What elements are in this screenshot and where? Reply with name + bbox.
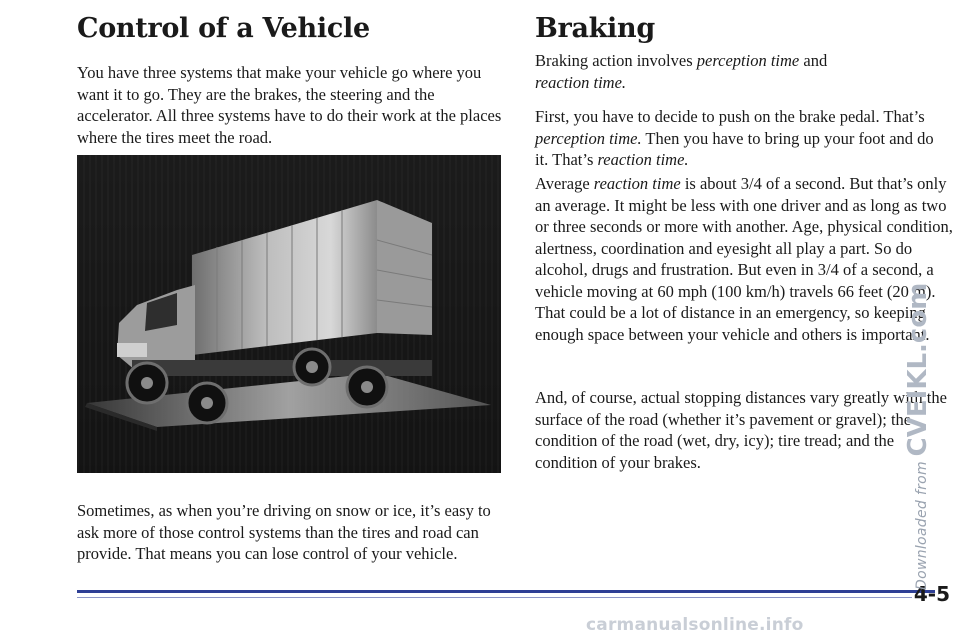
truck-illustration xyxy=(77,155,501,473)
control-intro-paragraph: You have three systems that make your vehicle go where you want it to go. They are the brakes, the steering and the accelerator. All three systems have to do their work at the places where the tires meet the road. xyxy=(77,63,502,147)
footer-rule-thick xyxy=(77,590,935,593)
footer-rule-thin xyxy=(77,597,912,598)
average-reaction-paragraph: Average reaction time is about 3/4 of a second. But that’s only an average. It might be less with one driver and as long as two or three seconds or more with another. Age, physical condition, alertness, coordination and eyesight all play a part. So do alcohol, drugs and frustration. But even in 3/4 of a second, a vehicle moving at 60 mph (100 km/h) travels 66 feet (20 m). That could be a lot of distance in an emergency, so keeping enough space between your vehicle and others is important. xyxy=(535,174,953,344)
stopping-distance-paragraph: And, of course, actual stopping distances vary greatly with the surface of the road (whether it’s pavement or gravel); the condition of the road (wet, dry, icy); tire tread; and the condition of your brakes. xyxy=(535,388,947,472)
control-warning-paragraph: Sometimes, as when you’re driving on snow or ice, it’s easy to ask more of those control systems than the tires and road can provide. That means you can lose control of your vehicle. xyxy=(77,501,491,563)
page-number: 4-5 xyxy=(913,582,950,606)
braking-intro-paragraph: Braking action involves perception time and reaction time. xyxy=(535,51,828,92)
perception-reaction-paragraph: First, you have to decide to push on the brake pedal. That’s perception time. Then you have to bring up your foot and do it. That’s reaction time. xyxy=(535,107,934,169)
truck-photo xyxy=(77,155,501,473)
section-title-control: Control of a Vehicle xyxy=(77,13,370,44)
section-title-braking: Braking xyxy=(535,13,655,44)
bottom-watermark: carmanualsonline.info xyxy=(586,615,804,635)
side-watermark: Downloaded from CVEIKL.com xyxy=(903,282,933,590)
